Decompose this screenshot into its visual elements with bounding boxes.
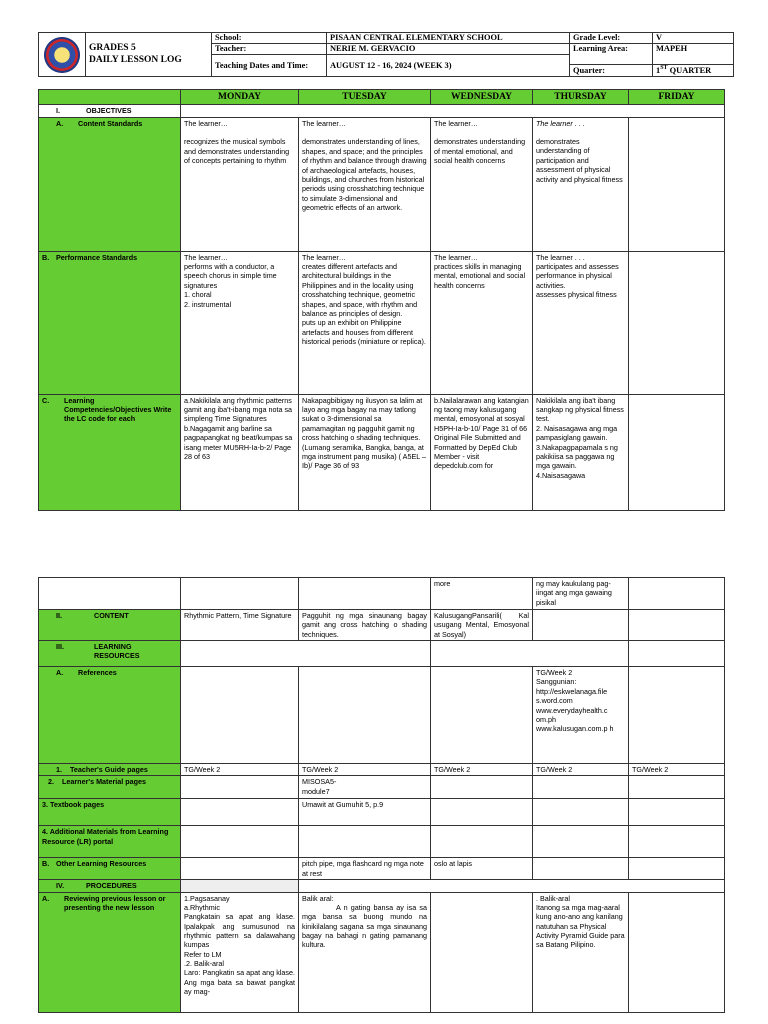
continued-label-blank: [39, 578, 181, 610]
school-value: PISAAN CENTRAL ELEMENTARY SCHOOL: [327, 33, 570, 44]
textbook-friday: [629, 799, 725, 826]
day-header-wednesday: WEDNESDAY: [431, 90, 533, 105]
learning-competencies-tuesday: Nakapagbibigay ng ilusyon sa lalim at layo ang mga bagay na may tatlong sukat o 3-dimensional sa pamamagitan ng pagguhit gamit ng cross hatching o shading techniques. (Lumang seramika, Bangka, banga, at mga instrument pang musika) ( A5EL – Ib)/ Page 36 of 93: [299, 394, 431, 510]
day-header-blank: [39, 90, 181, 105]
day-header-thursday: THURSDAY: [533, 90, 629, 105]
learning-competencies-friday: [629, 394, 725, 510]
content-friday: [629, 610, 725, 641]
performance-standards-wednesday: The learner… practices skills in managing mental, emotional and social health concerns: [431, 251, 533, 394]
teachers-guide-tuesday: TG/Week 2: [299, 764, 431, 776]
learning-area-value: MAPEH: [653, 44, 734, 65]
additional-thursday: [533, 826, 629, 858]
other-resources-thursday: [533, 858, 629, 880]
learners-material-friday: [629, 776, 725, 799]
continued-monday: [181, 578, 299, 610]
procedures-row-blank: [299, 880, 725, 892]
school-label: School:: [212, 33, 327, 44]
procedures-row-gap: [181, 880, 299, 892]
reviewing-wednesday: [431, 892, 533, 1012]
additional-materials-label: 4. Additional Materials from Learning Resource (LR) portal: [39, 826, 181, 858]
form-grade-title: GRADES 5: [89, 43, 136, 54]
references-thursday: TG/Week 2 Sanggunian: http://eskwelanaga.file s.word.com www.everydayhealth.c om.ph www.kalusugan.com.p h: [533, 667, 629, 764]
content-standards-wednesday: The learner… demonstrates understanding of mental emotional, and social health concerns: [431, 117, 533, 251]
references-label: A. References: [39, 667, 181, 764]
teachers-guide-label: 1. Teacher's Guide pages: [39, 764, 181, 776]
references-monday: [181, 667, 299, 764]
learning-competencies-thursday: Nakikilala ang iba't ibang sangkap ng physical fitness test. 2. Naisasagawa ang mga pampasiglang gawain. 3.Nakapagpapamala s ng pakikiisa sa paggawa ng mga gawain. 4.Naisasagawa: [533, 394, 629, 510]
continued-thursday: ng may kaukulang pag-iingat ang mga gawaing pisikal: [533, 578, 629, 610]
dates-label: Teaching Dates and Time:: [212, 55, 327, 77]
textbook-monday: [181, 799, 299, 826]
learning-resources-label: III. LEARNING RESOURCES: [39, 641, 181, 667]
textbook-pages-label: 3. Textbook pages: [39, 799, 181, 826]
quarter-label: Quarter:: [570, 65, 653, 77]
learners-material-thursday: [533, 776, 629, 799]
content-label: II. CONTENT: [39, 610, 181, 641]
teacher-label: Teacher:: [212, 44, 327, 55]
other-resources-tuesday: pitch pipe, mga flashcard ng mga note at rest: [299, 858, 431, 880]
performance-standards-monday: The learner… performs with a conductor, a speech chorus in simple time signatures 1. choral 2. instrumental: [181, 251, 299, 394]
continued-wednesday: more: [431, 578, 533, 610]
reviewing-lesson-label: A. Reviewing previous lesson or presenting the new lesson: [39, 892, 181, 1012]
content-thursday: [533, 610, 629, 641]
performance-standards-thursday: The learner . . . participates and assesses performance in physical activities. assesses physical fitness: [533, 251, 629, 394]
additional-friday: [629, 826, 725, 858]
form-doc-title: DAILY LESSON LOG: [89, 54, 182, 65]
other-resources-friday: [629, 858, 725, 880]
learning-resources-blank-a: [181, 641, 431, 667]
learners-material-label: 2. Learner's Material pages: [39, 776, 181, 799]
learners-material-monday: [181, 776, 299, 799]
reviewing-tuesday: Balik aral: A n gating bansa ay isa sa mga bansa sa buong mundo na kinikilalang sagana sa mga sinaunang bagay na bahagi n gating pamanang kultura.: [299, 892, 431, 1012]
learning-resources-blank-c: [629, 641, 725, 667]
references-tuesday: [299, 667, 431, 764]
grade-level-value: V: [653, 33, 734, 44]
learning-resources-blank-b: [431, 641, 629, 667]
other-resources-wednesday: oslo at lapis: [431, 858, 533, 880]
learning-competencies-monday: a.Nakikilala ang rhythmic patterns gamit ang iba't-ibang mga nota sa simpleng Time Signatures b.Nagagamit ang barline sa pagpapangkat ng beat/kumpas sa isang meter MU5RH-Ia-b-2/ Page 28 of 63: [181, 394, 299, 510]
dll-table-content-procedures: [38, 577, 725, 1013]
additional-wednesday: [431, 826, 533, 858]
content-standards-label: A. Content Standards: [39, 117, 181, 251]
day-header-tuesday: TUESDAY: [299, 90, 431, 105]
learners-material-tuesday: MISOSA5- module7: [299, 776, 431, 799]
deped-logo-icon: [44, 37, 80, 73]
deped-seal: [39, 33, 86, 77]
teachers-guide-monday: TG/Week 2: [181, 764, 299, 776]
additional-tuesday: [299, 826, 431, 858]
performance-standards-tuesday: The learner… creates different artefacts and architectural buildings in the Philippines and in the locality using crosshatching technique, geometric shapes, and space, with rhythm and balance as principles of design. puts up an exhibit on Philippine artefacts and houses from different historical periods (miniature or replica).: [299, 251, 431, 394]
additional-monday: [181, 826, 299, 858]
content-tuesday: Pagguhit ng mga sinaunang bagay gamit ang cross hatching o shading techniques.: [299, 610, 431, 641]
learners-material-wednesday: [431, 776, 533, 799]
content-standards-thursday: The learner . . . demonstrates understanding of participation and assessment of physical activity and physical fitness: [533, 117, 629, 251]
reviewing-thursday: . Balik-aral Itanong sa mga mag-aaral kung ano-ano ang kanilang natutuhan sa Physical Activity Pyramid Guide para sa Batang Pilipino.: [533, 892, 629, 1012]
references-friday: [629, 667, 725, 764]
performance-standards-label: B. Performance Standards: [39, 251, 181, 394]
learning-competencies-label: C. Learning Competencies/Objectives Write the LC code for each: [39, 394, 181, 510]
day-header-friday: FRIDAY: [629, 90, 725, 105]
references-wednesday: [431, 667, 533, 764]
continued-tuesday: [299, 578, 431, 610]
objectives-label: I. OBJECTIVES: [39, 105, 181, 117]
content-standards-tuesday: The learner… demonstrates understanding of lines, shapes, and space; and the principles of rhythm and balance through drawing of archaeological artefacts, houses, buildings, and churches from historical periods using crosshatching technique to simulate 3-dimensional and geometric effects of an artwork.: [299, 117, 431, 251]
teachers-guide-friday: TG/Week 2: [629, 764, 725, 776]
other-resources-monday: [181, 858, 299, 880]
textbook-wednesday: [431, 799, 533, 826]
reviewing-friday: [629, 892, 725, 1012]
other-resources-label: B. Other Learning Resources: [39, 858, 181, 880]
teachers-guide-wednesday: TG/Week 2: [431, 764, 533, 776]
dates-value: AUGUST 12 - 16, 2024 (WEEK 3): [327, 55, 570, 77]
performance-standards-friday: [629, 251, 725, 394]
quarter-value: 1ST QUARTER: [653, 65, 734, 77]
day-header-monday: MONDAY: [181, 90, 299, 105]
textbook-thursday: [533, 799, 629, 826]
content-monday: Rhythmic Pattern, Time Signature: [181, 610, 299, 641]
continued-friday: [629, 578, 725, 610]
content-standards-monday: The learner… recognizes the musical symbols and demonstrates understanding of concepts pertaining to rhythm: [181, 117, 299, 251]
content-standards-friday: [629, 117, 725, 251]
objectives-row-blank: [181, 105, 725, 117]
dll-table-objectives: [38, 89, 725, 511]
reviewing-monday: 1.Pagsasanay a.Rhythmic Pangkatain sa apat ang klase. Ipalakpak ang sumusunod na rhythmic pattern sa dalawahang kumpas Refer to LM .2. Balik-aral Laro: Pangkatin sa apat ang klase. Ang mga bata sa bawat pangkat ay mag-: [181, 892, 299, 1012]
textbook-tuesday: Umawit at Gumuhit 5, p.9: [299, 799, 431, 826]
learning-competencies-wednesday: b.Nailalarawan ang katangian ng taong may kalusugang mental, emosyonal at sosyal H5PH-Ia-b-10/ Page 31 of 66 Original File Submitted and Formatted by DepEd Club Member - visit depedclub.com for: [431, 394, 533, 510]
learning-area-label: Learning Area:: [570, 44, 653, 65]
procedures-label: IV. PROCEDURES: [39, 880, 181, 892]
content-wednesday: KalusugangPansarili( Kal usugang Mental, Emosyonal at Sosyal): [431, 610, 533, 641]
header-table: [38, 32, 734, 77]
teacher-value: NERIE M. GERVACIO: [327, 44, 570, 55]
grade-level-label: Grade Level:: [570, 33, 653, 44]
teachers-guide-thursday: TG/Week 2: [533, 764, 629, 776]
